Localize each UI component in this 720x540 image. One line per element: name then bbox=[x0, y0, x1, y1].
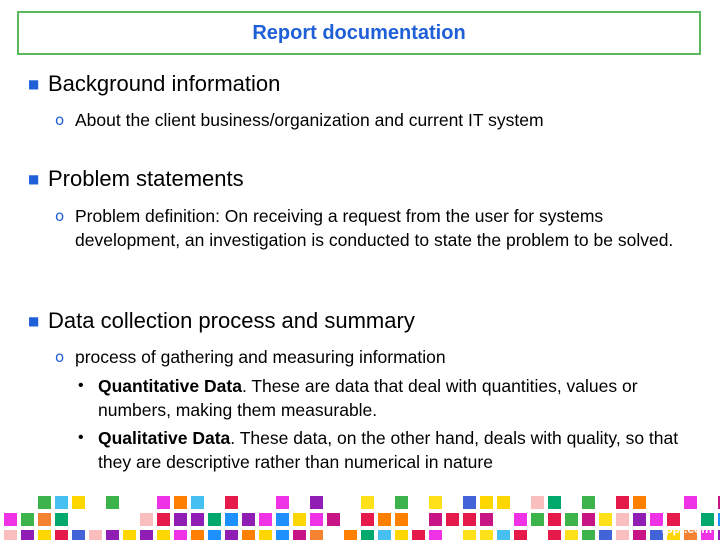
sub-list-item-qualitative bbox=[78, 426, 703, 474]
mosaic-tile bbox=[55, 496, 68, 509]
mosaic-tile bbox=[89, 530, 102, 540]
mosaic-tile bbox=[191, 513, 204, 526]
mosaic-tile bbox=[72, 496, 85, 509]
list-item-text: About the client business/organization and current IT system bbox=[75, 110, 544, 130]
mosaic-tile bbox=[191, 530, 204, 540]
mosaic-tile bbox=[480, 513, 493, 526]
mosaic-tile bbox=[293, 513, 306, 526]
mosaic-tile bbox=[259, 513, 272, 526]
mosaic-tile bbox=[633, 530, 646, 540]
mosaic-tile bbox=[599, 530, 612, 540]
section-heading-text: Background information bbox=[48, 71, 281, 96]
mosaic-tile bbox=[157, 530, 170, 540]
section-heading-problem bbox=[28, 166, 244, 192]
mosaic-tile bbox=[276, 496, 289, 509]
section-heading-background bbox=[28, 71, 280, 97]
mosaic-tile bbox=[140, 530, 153, 540]
mosaic-tile bbox=[565, 530, 578, 540]
mosaic-tile bbox=[599, 513, 612, 526]
mosaic-tile bbox=[361, 513, 374, 526]
mosaic-tile bbox=[21, 530, 34, 540]
section-heading-data-collection bbox=[28, 308, 415, 334]
mosaic-tile bbox=[480, 496, 493, 509]
mosaic-tile bbox=[361, 496, 374, 509]
mosaic-tile bbox=[446, 513, 459, 526]
dot-bullet-icon: • bbox=[78, 377, 84, 394]
mosaic-tile bbox=[616, 513, 629, 526]
title-box bbox=[17, 11, 701, 55]
mosaic-tile bbox=[174, 496, 187, 509]
mosaic-tile bbox=[565, 513, 578, 526]
mosaic-tile bbox=[395, 530, 408, 540]
mosaic-tile bbox=[225, 496, 238, 509]
mosaic-tile bbox=[395, 513, 408, 526]
square-bullet-icon: ■ bbox=[28, 77, 40, 91]
mosaic-tile bbox=[72, 530, 85, 540]
page-title: Report documentation bbox=[252, 21, 466, 44]
decorative-mosaic-footer bbox=[0, 488, 720, 540]
mosaic-tile bbox=[293, 530, 306, 540]
mosaic-tile bbox=[38, 530, 51, 540]
list-item bbox=[55, 345, 705, 369]
mosaic-tile bbox=[38, 496, 51, 509]
mosaic-tile bbox=[463, 513, 476, 526]
mosaic-tile bbox=[463, 496, 476, 509]
mosaic-tile bbox=[548, 513, 561, 526]
dot-bullet-icon: • bbox=[78, 429, 84, 446]
mosaic-tile bbox=[174, 513, 187, 526]
mosaic-tile bbox=[38, 513, 51, 526]
sub-list-item-quantitative bbox=[78, 374, 703, 422]
mosaic-tile bbox=[548, 496, 561, 509]
square-bullet-icon: ■ bbox=[28, 172, 40, 186]
mosaic-tile bbox=[361, 530, 374, 540]
mosaic-tile bbox=[174, 530, 187, 540]
mosaic-tile bbox=[208, 513, 221, 526]
mosaic-tile bbox=[616, 496, 629, 509]
mosaic-tile bbox=[225, 530, 238, 540]
mosaic-tile bbox=[310, 496, 323, 509]
term-qualitative: Qualitative Data bbox=[98, 428, 231, 448]
mosaic-tile bbox=[310, 530, 323, 540]
square-bullet-icon: ■ bbox=[28, 314, 40, 328]
mosaic-tile bbox=[4, 513, 17, 526]
mosaic-tile bbox=[310, 513, 323, 526]
mosaic-tile bbox=[344, 530, 357, 540]
circle-bullet-icon: o bbox=[55, 207, 65, 225]
mosaic-tile bbox=[276, 513, 289, 526]
mosaic-tile bbox=[531, 513, 544, 526]
mosaic-tile bbox=[497, 530, 510, 540]
mosaic-tile bbox=[514, 513, 527, 526]
mosaic-tile bbox=[55, 530, 68, 540]
mosaic-tile bbox=[208, 530, 221, 540]
mosaic-tile bbox=[582, 496, 595, 509]
mosaic-tile bbox=[429, 496, 442, 509]
mosaic-tile bbox=[276, 530, 289, 540]
list-item bbox=[55, 204, 705, 252]
mosaic-tile bbox=[21, 513, 34, 526]
term-quantitative: Quantitative Data bbox=[98, 376, 242, 396]
term-description: . These are data that deal with quantities, values or numbers, making them measurable. bbox=[98, 376, 638, 420]
mosaic-tile bbox=[157, 513, 170, 526]
mosaic-tile bbox=[140, 513, 153, 526]
mosaic-tile bbox=[259, 530, 272, 540]
mosaic-tile bbox=[378, 530, 391, 540]
section-heading-text: Problem statements bbox=[48, 166, 244, 191]
sub-list-item-text bbox=[98, 426, 703, 474]
mosaic-tile bbox=[106, 530, 119, 540]
sub-list-item-text bbox=[98, 374, 703, 422]
section-heading-text: Data collection process and summary bbox=[48, 308, 415, 333]
term-description: . These data, on the other hand, deals with quality, so that they are descriptive rather than numerical in nature bbox=[98, 428, 679, 472]
mosaic-tile bbox=[106, 496, 119, 509]
circle-bullet-icon: o bbox=[55, 348, 65, 366]
mosaic-tile bbox=[684, 496, 697, 509]
mosaic-tile bbox=[225, 513, 238, 526]
watermark: fppt.com bbox=[661, 522, 712, 536]
mosaic-tile bbox=[633, 513, 646, 526]
mosaic-tile bbox=[463, 530, 476, 540]
mosaic-tile bbox=[242, 513, 255, 526]
mosaic-tile bbox=[480, 530, 493, 540]
mosaic-tile bbox=[429, 530, 442, 540]
mosaic-tile bbox=[429, 513, 442, 526]
list-item-text: process of gathering and measuring information bbox=[75, 347, 446, 367]
circle-bullet-icon: o bbox=[55, 111, 65, 129]
mosaic-tile bbox=[55, 513, 68, 526]
mosaic-tile bbox=[123, 530, 136, 540]
mosaic-tile bbox=[497, 496, 510, 509]
mosaic-tile bbox=[4, 530, 17, 540]
mosaic-tile bbox=[412, 530, 425, 540]
mosaic-tile bbox=[157, 496, 170, 509]
mosaic-tile bbox=[395, 496, 408, 509]
mosaic-tile bbox=[616, 530, 629, 540]
mosaic-tile bbox=[378, 513, 391, 526]
mosaic-tile bbox=[327, 513, 340, 526]
mosaic-tile bbox=[582, 513, 595, 526]
mosaic-tile bbox=[548, 530, 561, 540]
list-item bbox=[55, 108, 705, 132]
mosaic-tile bbox=[514, 530, 527, 540]
mosaic-tile bbox=[191, 496, 204, 509]
mosaic-tile bbox=[242, 530, 255, 540]
mosaic-tile bbox=[582, 530, 595, 540]
mosaic-tile bbox=[531, 496, 544, 509]
mosaic-tile bbox=[633, 496, 646, 509]
list-item-text: Problem definition: On receiving a request from the user for systems development, an investigation is conducted to state the problem to be solved. bbox=[75, 206, 674, 250]
